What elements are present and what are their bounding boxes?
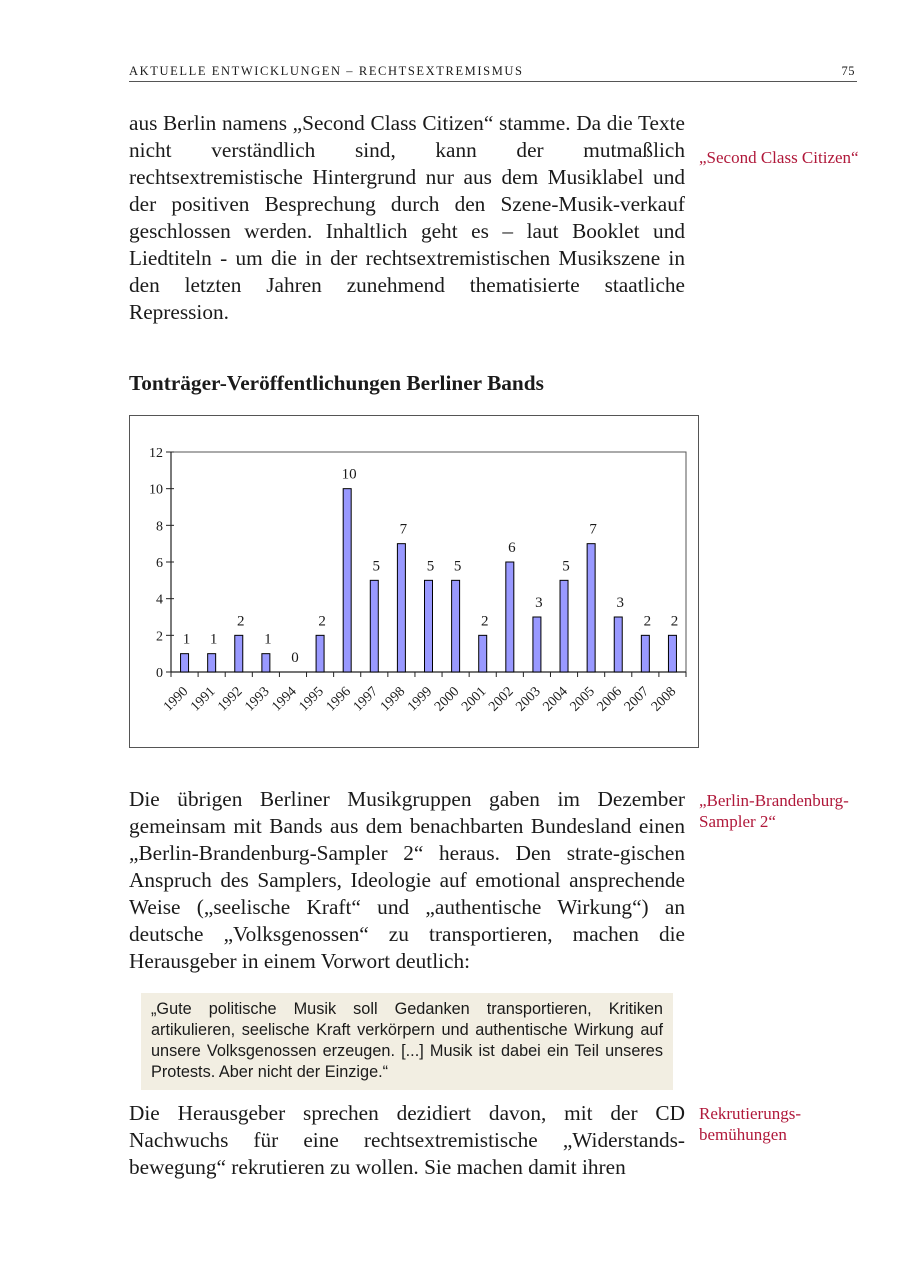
data-label-2003: 3 <box>535 595 543 611</box>
y-tick-label: 4 <box>156 592 163 608</box>
x-tick-label-2002: 2002 <box>486 684 517 715</box>
y-tick-label: 6 <box>156 556 163 571</box>
data-label-1998: 7 <box>399 521 408 538</box>
bar-2000 <box>452 580 460 672</box>
data-label-2001: 2 <box>480 613 489 630</box>
body-paragraph-3: Die Herausgeber sprechen dezidiert davon, mit der CD Nachwuchs für eine rechtsextremistische „Widerstands-bewegung“ rekrutieren zu wollen. Sie machen damit ihren <box>129 1101 685 1179</box>
x-tick-label-2004: 2004 <box>540 684 571 715</box>
data-label-1997: 5 <box>372 558 381 575</box>
data-label-1994: 0 <box>291 650 299 666</box>
quote-block: „Gute politische Musik soll Gedanken transportieren, Kritiken artikulieren, seelische Kraft verkörpern und authentische Wirkung auf unsere Volksgenossen erzeugen. [...] Musik ist dabei ein Teil unseres Protests. Aber nicht der Einzige.“ <box>141 993 673 1090</box>
data-label-1991: 1 <box>209 631 218 648</box>
x-tick-label-2007: 2007 <box>621 684 653 715</box>
bar-1995 <box>316 635 324 672</box>
bar-1991 <box>208 654 216 672</box>
bar-2007 <box>641 635 649 672</box>
x-tick-label-1998: 1998 <box>377 684 409 715</box>
bar-2004 <box>560 580 568 672</box>
x-tick-label-1999: 1999 <box>404 684 436 715</box>
bar-1990 <box>181 654 189 672</box>
body-paragraph-1: aus Berlin namens „Second Class Citizen“ stamme. Da die Texte nicht verständlich sind, kann der mutmaßlich rechtsextremistische Hintergrund nur aus dem Musiklabel und der positiven Besprechung durch den Szene-Musik-verkauf geschlossen werden. Inhaltlich geht es – laut Booklet und Liedtiteln - um die in der rechtsextremistischen Musikszene in den letzten Jahren zunehmend thematisierte staatliche Repression. <box>129 111 685 324</box>
x-tick-label-2003: 2003 <box>513 684 544 715</box>
x-tick-label-1991: 1991 <box>188 684 219 715</box>
data-label-2008: 2 <box>670 613 679 630</box>
data-label-2000: 5 <box>453 558 462 575</box>
bar-2006 <box>614 617 622 672</box>
x-tick-label-2006: 2006 <box>594 684 626 715</box>
x-tick-label-1994: 1994 <box>269 684 300 715</box>
x-tick-label-1990: 1990 <box>160 684 192 715</box>
margin-note-second-class-citizen: „Second Class Citizen“ <box>699 148 859 167</box>
running-header <box>129 62 857 82</box>
data-label-1996: 10 <box>341 466 357 483</box>
bar-2008 <box>668 635 676 672</box>
bar-1996 <box>343 489 351 672</box>
bar-1998 <box>397 544 405 672</box>
y-tick-label: 12 <box>149 446 163 461</box>
body-paragraph-2: Die übrigen Berliner Musikgruppen gaben im Dezember gemeinsam mit Bands aus dem benachbarten Bundesland einen „Berlin-Brandenburg-Sampler 2“ heraus. Den strate-gischen Anspruch des Samplers, Ideologie auf emotional ansprechende Weise („seelische Kraft“ und „authentische Wirkung“) an deutsche „Volksgenossen“ zu transportieren, machen die Herausgeber in einem Vorwort deutlich: <box>129 787 685 973</box>
y-tick-label: 0 <box>156 666 163 681</box>
data-label-1995: 2 <box>318 613 326 630</box>
running-title: AKTUELLE ENTWICKLUNGEN – RECHTSEXTREMISMUS <box>129 64 524 78</box>
bar-1997 <box>370 580 378 672</box>
x-tick-label-2000: 2000 <box>432 684 463 715</box>
data-label-2006: 3 <box>616 595 624 611</box>
data-label-2005: 7 <box>589 521 597 538</box>
margin-note-rekrutierung: Rekrutierungs-bemühungen <box>699 1104 801 1144</box>
y-tick-label: 2 <box>156 629 163 645</box>
x-tick-label-1995: 1995 <box>296 684 327 715</box>
x-tick-label-2008: 2008 <box>648 684 680 715</box>
bar-chart <box>129 415 699 748</box>
data-label-2007: 2 <box>643 613 652 630</box>
data-label-1990: 1 <box>182 631 191 648</box>
bar-1999 <box>425 580 433 672</box>
bar-2002 <box>506 562 514 672</box>
x-tick-label-1992: 1992 <box>215 684 246 715</box>
y-tick-label: 8 <box>156 519 163 535</box>
x-tick-label-1996: 1996 <box>323 684 355 715</box>
data-label-1992: 2 <box>237 613 245 630</box>
bar-1992 <box>235 635 243 672</box>
margin-note-sampler: „Berlin-Brandenburg-Sampler 2“ <box>699 791 849 831</box>
x-tick-label-2005: 2005 <box>567 684 598 715</box>
data-label-1999: 5 <box>426 558 435 575</box>
bar-chart-svg <box>130 416 700 749</box>
y-tick-label: 10 <box>149 482 163 498</box>
chart-title: Tonträger-Veröffentlichungen Berliner Bands <box>129 371 544 395</box>
x-tick-label-2001: 2001 <box>459 684 490 715</box>
x-tick-label-1993: 1993 <box>242 684 273 715</box>
bar-2003 <box>533 617 541 672</box>
bar-2001 <box>479 635 487 672</box>
data-label-2004: 5 <box>562 558 570 575</box>
bar-2005 <box>587 544 595 672</box>
page-number: 75 <box>841 64 855 78</box>
data-label-1993: 1 <box>264 631 272 648</box>
x-tick-label-1997: 1997 <box>350 684 382 715</box>
bar-1993 <box>262 654 270 672</box>
data-label-2002: 6 <box>508 540 516 556</box>
